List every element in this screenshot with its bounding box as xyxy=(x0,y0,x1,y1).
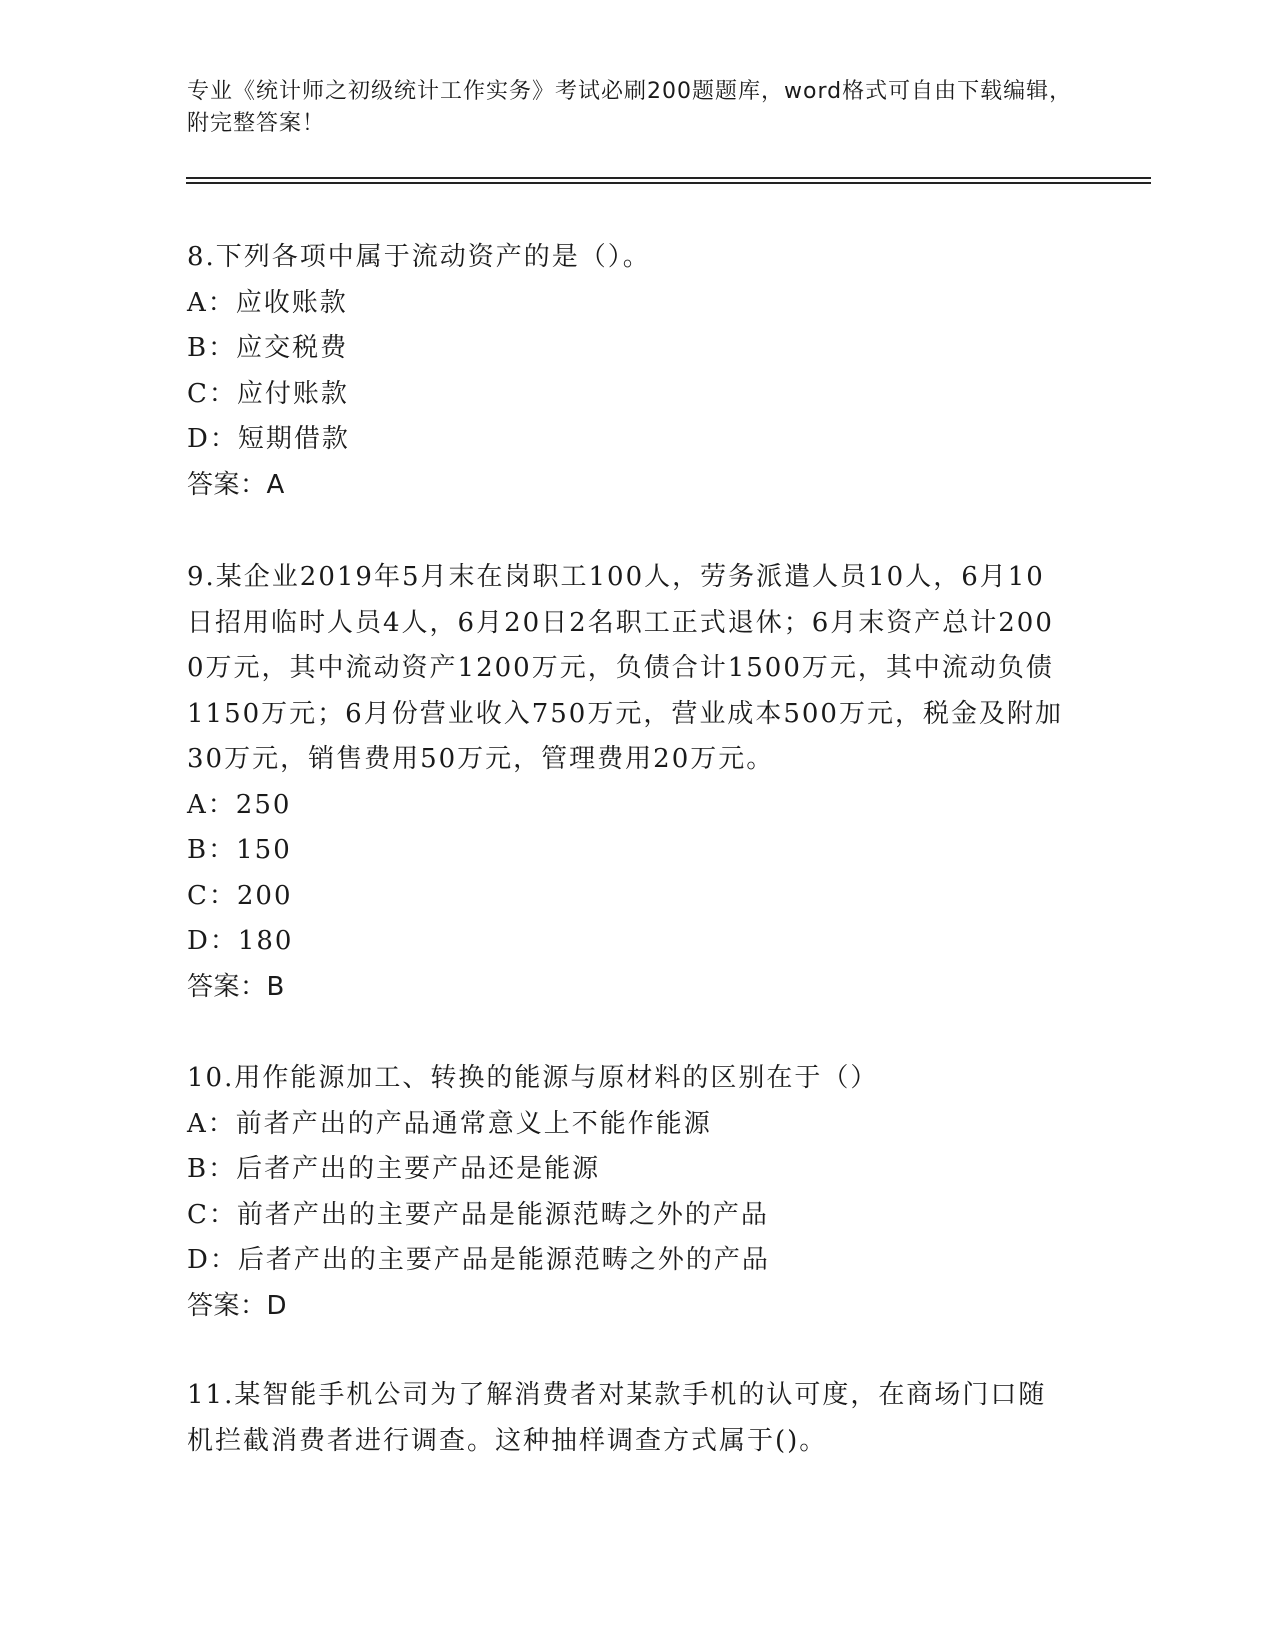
answer: 答案：B xyxy=(187,971,285,1002)
question-11 xyxy=(187,1373,1067,1464)
option-a: A：应收账款 xyxy=(187,287,348,318)
option-b: B：应交税费 xyxy=(187,333,349,363)
question-stem: 8.下列各项中属于流动资产的是（）。 xyxy=(187,242,651,272)
header-divider-bottom xyxy=(186,182,1151,184)
option-d: D：后者产出的主要产品是能源范畴之外的产品 xyxy=(187,1245,770,1275)
option-d: D：短期借款 xyxy=(187,424,350,454)
option-c: C：应付账款 xyxy=(187,378,349,409)
document-header: 专业《统计师之初级统计工作实务》考试必刷200题题库，word格式可自由下载编辑，附完整答案！ xyxy=(187,79,1073,136)
question-8 xyxy=(187,235,1067,508)
option-c: C：200 xyxy=(187,880,293,911)
question-stem: 11.某智能手机公司为了解消费者对某款手机的认可度，在商场门口随机拦截消费者进行调查。这种抽样调查方式属于()。 xyxy=(187,1380,1047,1456)
answer: 答案：A xyxy=(187,469,285,500)
option-d: D：180 xyxy=(187,926,294,956)
header-divider-top xyxy=(186,177,1151,179)
question-10 xyxy=(187,1056,1067,1329)
answer: 答案：D xyxy=(187,1290,288,1321)
question-9 xyxy=(187,555,1067,1010)
option-b: B：后者产出的主要产品还是能源 xyxy=(187,1154,601,1184)
question-stem: 10.用作能源加工、转换的能源与原材料的区别在于（） xyxy=(187,1063,879,1093)
option-a: A：250 xyxy=(187,789,292,820)
option-b: B：150 xyxy=(187,835,292,865)
question-stem: 9.某企业2019年5月末在岗职工100人，劳务派遣人员10人，6月10日招用临时人员4人，6月20日2名职工正式退休；6月末资产总计2000万元，其中流动资产1200万元，负债合计1500万元，其中流动负债1150万元；6月份营业收入750万元，营业成本500万元，税金及附加30万元，销售费用50万元，管理费用20万元。 xyxy=(187,562,1063,774)
option-c: C：前者产出的主要产品是能源范畴之外的产品 xyxy=(187,1199,769,1230)
option-a: A：前者产出的产品通常意义上不能作能源 xyxy=(187,1108,712,1139)
